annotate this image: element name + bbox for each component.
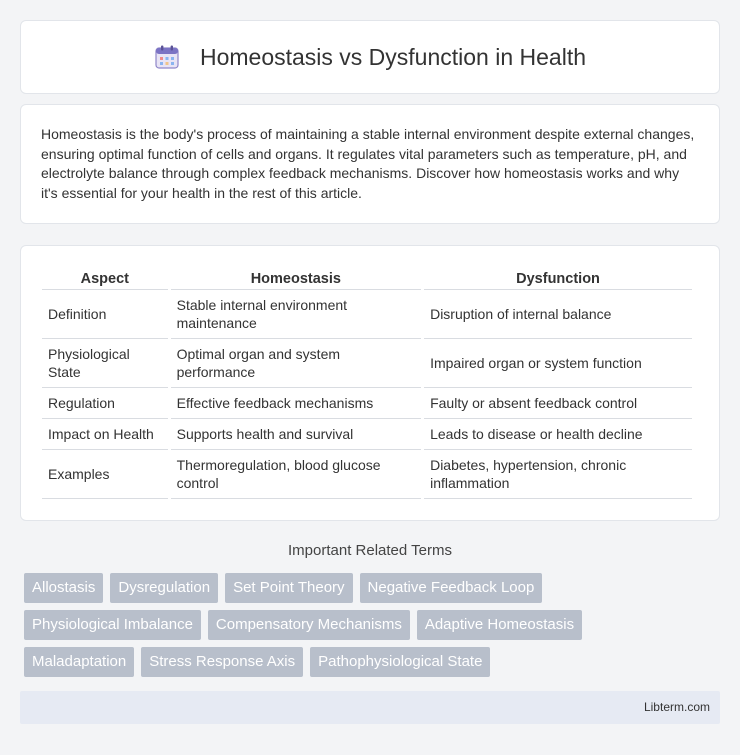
- table-row: [42, 388, 692, 419]
- table-row: [42, 290, 692, 339]
- tag-row: [24, 610, 724, 640]
- page-title: Homeostasis vs Dysfunction in Health: [199, 43, 587, 70]
- table-cell: Definition: [42, 290, 168, 339]
- term-tag[interactable]: Dysregulation: [110, 573, 218, 603]
- footer-site-link[interactable]: Libterm.com: [643, 700, 710, 714]
- table-cell: Diabetes, hypertension, chronic inflammation: [424, 450, 692, 499]
- header-card: [20, 20, 720, 94]
- term-tag[interactable]: Adaptive Homeostasis: [417, 610, 582, 640]
- term-tag[interactable]: Compensatory Mechanisms: [208, 610, 410, 640]
- table-cell: Impact on Health: [42, 419, 168, 450]
- table-row: [42, 450, 692, 499]
- table-cell: Impaired organ or system function: [424, 339, 692, 388]
- calendar-icon: [154, 44, 180, 70]
- term-tag[interactable]: Maladaptation: [24, 647, 134, 677]
- table-cell: Faulty or absent feedback control: [424, 388, 692, 419]
- term-tag[interactable]: Stress Response Axis: [141, 647, 303, 677]
- table-cell: Examples: [42, 450, 168, 499]
- tag-row: [24, 573, 724, 603]
- related-terms-title: Important Related Terms: [288, 542, 452, 559]
- header: [154, 44, 586, 71]
- intro-text: Homeostasis is the body's process of maintaining a stable internal environment despite external changes, ensuring optimal function of cells and organs. It regulates vital parameters such as temperature, pH, and electrolyte balance through complex feedback mechanisms. Discover how homeostasis works and why it's essential for your health in the rest of this article.: [41, 126, 695, 201]
- term-tag[interactable]: Negative Feedback Loop: [360, 573, 543, 603]
- comparison-table-card: [20, 245, 720, 521]
- table-header-row: [42, 266, 692, 290]
- table-cell: Stable internal environment maintenance: [171, 290, 421, 339]
- comparison-table: [39, 266, 695, 499]
- tag-row: [24, 647, 724, 677]
- table-cell: Supports health and survival: [171, 419, 421, 450]
- table-cell: Effective feedback mechanisms: [171, 388, 421, 419]
- column-header: Aspect: [42, 266, 168, 290]
- table-cell: Thermoregulation, blood glucose control: [171, 450, 421, 499]
- column-header: Dysfunction: [424, 266, 692, 290]
- term-tag[interactable]: Set Point Theory: [225, 573, 352, 603]
- table-row: [42, 419, 692, 450]
- table-cell: Optimal organ and system performance: [171, 339, 421, 388]
- table-cell: Regulation: [42, 388, 168, 419]
- term-tag[interactable]: Pathophysiological State: [310, 647, 490, 677]
- related-terms-tags: [24, 573, 724, 684]
- table-cell: Leads to disease or health decline: [424, 419, 692, 450]
- table-cell: Disruption of internal balance: [424, 290, 692, 339]
- table-row: [42, 339, 692, 388]
- intro-card: [20, 104, 720, 224]
- table-cell: Physiological State: [42, 339, 168, 388]
- footer: [20, 691, 720, 724]
- column-header: Homeostasis: [171, 266, 421, 290]
- term-tag[interactable]: Physiological Imbalance: [24, 610, 201, 640]
- term-tag[interactable]: Allostasis: [24, 573, 103, 603]
